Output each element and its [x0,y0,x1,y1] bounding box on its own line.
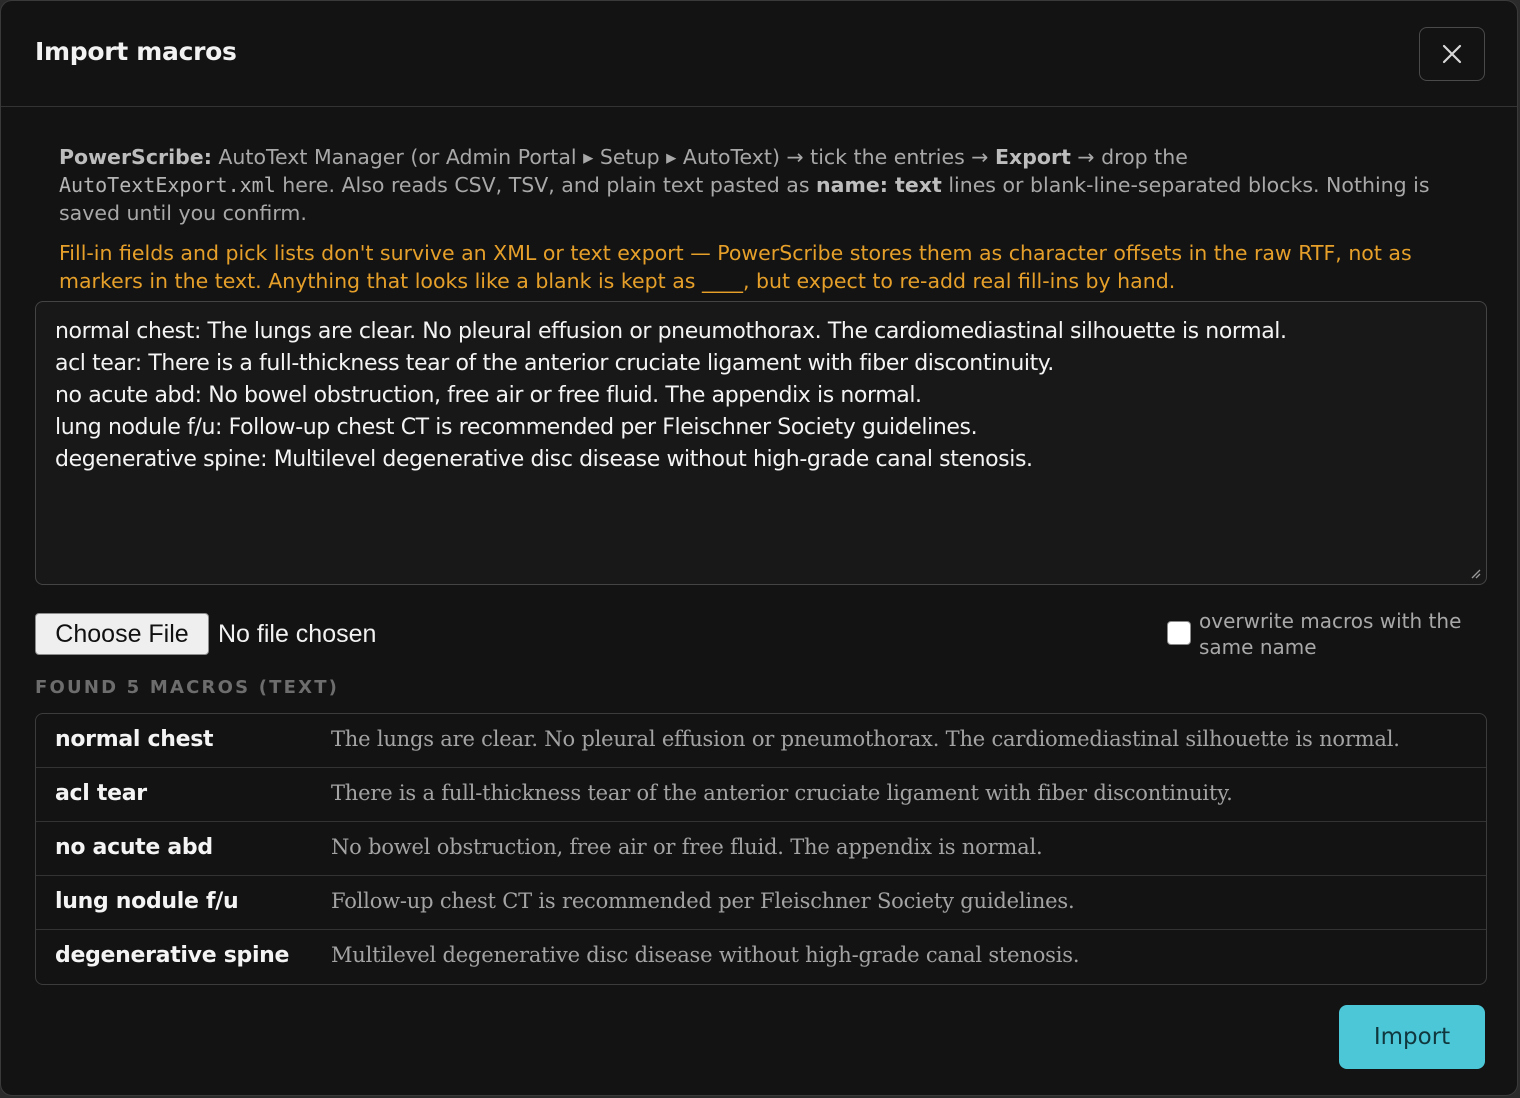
macro-name: degenerative spine [55,943,290,968]
dialog-header [1,1,1517,107]
export-label: Export [995,145,1071,169]
macro-text: Multilevel degenerative disc disease without high-grade canal stenosis. [331,943,1080,967]
import-button[interactable]: Import [1339,1005,1485,1069]
table-row [36,714,1486,768]
macro-text: No bowel obstruction, free air or free fluid. The appendix is normal. [331,835,1043,859]
table-row [36,930,1486,984]
macro-text: Follow-up chest CT is recommended per Fleischner Society guidelines. [331,889,1075,913]
macro-text: The lungs are clear. No pleural effusion or pneumothorax. The cardiomediastinal silhouette is normal. [331,727,1400,751]
file-status: No file chosen [218,619,377,648]
table-row [36,768,1486,822]
macro-name: no acute abd [55,835,213,860]
macro-text: There is a full-thickness tear of the anterior cruciate ligament with fiber discontinuity. [331,781,1233,805]
after-filename-text: here. Also reads CSV, TSV, and plain text pasted as [275,173,817,197]
resize-grip-icon[interactable] [1469,567,1481,579]
after-format-text: lines or blank-line-separated blocks. Nothing is saved until you confirm. [59,173,1430,225]
export-filename: AutoTextExport.xml [59,173,276,197]
close-button[interactable] [1419,27,1485,81]
close-icon [1442,44,1462,64]
choose-file-button[interactable]: Choose File [35,613,209,655]
path-text: AutoText Manager (or Admin Portal ▸ Setup ▸ AutoText) → tick the entries → [211,145,995,169]
table-row [36,822,1486,876]
macro-name: acl tear [55,781,147,806]
macro-preview-table [35,713,1487,985]
file-input [35,613,376,655]
macro-name: normal chest [55,727,214,752]
overwrite-label[interactable]: overwrite macros with the same name [1199,609,1462,659]
macro-text-input[interactable]: normal chest: The lungs are clear. No pleural effusion or pneumothorax. The cardiomediastinal silhouette is normal. acl tear: There is a full-thickness tear of the anterior cruciate ligament with fiber discontinuity. no acute abd: No bowel obstruction, free air or free fluid. The appendix is normal. lung nodule f/u: Follow-up chest CT is recommended per Fleischner Society guidelines. degenerative spine: Multilevel degenerative disc disease without high-grade canal stenosis. [35,301,1487,585]
table-row [36,876,1486,930]
after-export-text: → drop the [1070,145,1188,169]
app-label: PowerScribe: [59,145,212,169]
import-instructions [59,143,1479,227]
format-label: name: text [816,173,942,197]
found-macros-heading: FOUND 5 MACROS (TEXT) [35,677,340,698]
overwrite-checkbox[interactable] [1167,621,1191,645]
dialog-title: Import macros [35,37,237,66]
fill-in-warning: Fill-in fields and pick lists don't survive an XML or text export — PowerScribe stores them as character offsets in the raw RTF, not as markers in the text. Anything that looks like a blank is kept as ____, but expect to re-add real fill-ins by hand. [59,241,1412,293]
macro-name: lung nodule f/u [55,889,239,914]
